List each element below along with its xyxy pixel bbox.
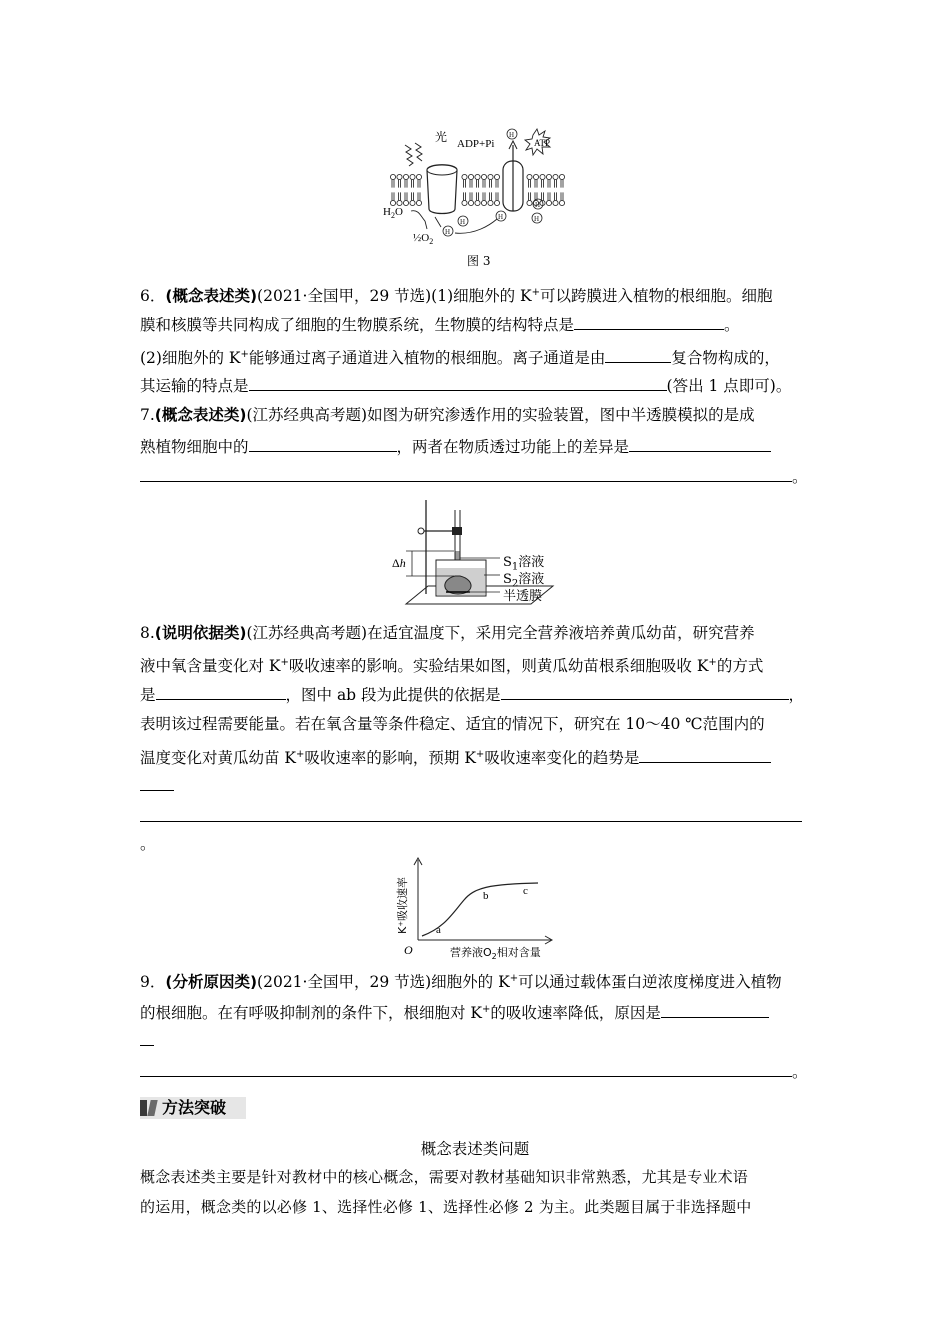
answer-blank[interactable] — [249, 375, 667, 391]
lipid-tail — [405, 180, 407, 188]
method-subtitle: 概念表述类问题 — [420, 1140, 530, 1158]
s1-letter: S — [503, 555, 512, 570]
point-a-label: a — [436, 924, 441, 936]
q8-text: ，图中 ab 段为此提供的依据是 — [285, 686, 501, 704]
lipid-head — [468, 174, 473, 179]
q6-type: (概念表述类) — [165, 287, 258, 306]
lipid-tail — [392, 180, 394, 188]
superscript: + — [482, 1004, 491, 1015]
subscript: 2 — [511, 578, 519, 590]
lipid-tail — [555, 180, 557, 188]
answer-blank[interactable] — [140, 775, 174, 791]
q6-line-1 — [140, 283, 773, 306]
proton-label: H — [534, 215, 540, 223]
proton-label: H — [509, 131, 515, 139]
lipid-head — [553, 200, 558, 205]
lipid-head — [527, 200, 532, 205]
lipid-tail — [399, 192, 401, 200]
q7-number: 7. — [140, 406, 155, 424]
lipid-tail — [477, 192, 479, 200]
q9-text: 。 — [792, 1063, 808, 1081]
method-paragraph-line-2: 的运用，概念类的以必修 1、选择性必修 1、选择性必修 2 为主。此类题目属于非选择题中 — [140, 1198, 752, 1216]
q6-line-2 — [140, 314, 740, 335]
lipid-head — [403, 200, 408, 205]
lipid-tail — [412, 192, 414, 200]
q8-text: 液中氧含量变化对 K — [140, 657, 281, 676]
q6-line-4 — [140, 375, 791, 396]
lipid-head — [462, 174, 467, 179]
lipid-tail — [529, 192, 531, 200]
k-absorption-chart — [392, 856, 562, 964]
lipid-tail — [548, 192, 550, 200]
superscript: + — [280, 657, 289, 668]
q9-text: 的根细胞。在有呼吸抑制剂的条件下，根细胞对 K — [140, 1004, 483, 1023]
lipid-head — [462, 200, 467, 205]
answer-blank[interactable] — [140, 1030, 154, 1046]
superscript: + — [296, 749, 305, 760]
answer-blank[interactable] — [639, 747, 771, 763]
s2-text: 溶液 — [518, 572, 545, 587]
method-paragraph-line-1: 概念表述类主要是针对教材中的核心概念，需要对教材基础知识非常熟悉，尤其是专业术语 — [140, 1168, 749, 1186]
lipid-head — [475, 174, 480, 179]
lipid-head — [481, 174, 486, 179]
answer-blank[interactable] — [156, 684, 286, 700]
lipid-head — [559, 174, 564, 179]
q8-line-6 — [140, 775, 174, 796]
lipid-tail — [496, 192, 498, 200]
q8-text: 是 — [140, 686, 156, 704]
lipid-head — [390, 200, 395, 205]
lipid-head — [553, 174, 558, 179]
q6-number: 6． — [140, 287, 166, 306]
q8-line-7 — [140, 806, 802, 827]
light-label: 光 — [435, 130, 448, 144]
lipid-tail — [464, 180, 466, 188]
lipid-tail — [464, 192, 466, 200]
lipid-head — [527, 174, 532, 179]
lipid-head — [559, 200, 564, 205]
q9-text: (2021·全国甲，29 节选)细胞外的 K — [257, 973, 510, 992]
subscript: 1 — [511, 561, 519, 573]
lipid-tail — [477, 180, 479, 188]
q6-text: 其运输的特点是 — [140, 377, 249, 395]
answer-blank[interactable] — [501, 684, 789, 700]
lipid-tail — [470, 192, 472, 200]
lipid-tail — [405, 192, 407, 200]
lipid-tail — [561, 180, 563, 188]
oxygen-label: $\frac{1}{2}O_2$ — [413, 232, 434, 246]
superscript: + — [240, 349, 249, 360]
lipid-tail — [483, 192, 485, 200]
q8-text: (江苏经典高考题)在适宜温度下，采用完全营养液培养黄瓜幼苗，研究营养 — [246, 624, 755, 642]
lipid-head — [481, 200, 486, 205]
lipid-tail — [548, 180, 550, 188]
proton-label: H — [498, 213, 504, 221]
lipid-head — [546, 200, 551, 205]
answer-blank[interactable] — [249, 436, 397, 452]
q8-line-1 — [140, 623, 755, 643]
lipid-tail — [555, 192, 557, 200]
q6-text: 膜和核膜等共同构成了细胞的生物膜系统，生物膜的结构特点是 — [140, 316, 575, 334]
lipid-tail — [392, 192, 394, 200]
q6-line-3 — [140, 345, 780, 368]
q8-type: (说明依据类) — [154, 624, 247, 642]
q8-text: 吸收速率变化的趋势是 — [484, 749, 640, 768]
funnel-bulb — [445, 576, 471, 594]
lipid-tail — [529, 180, 531, 188]
lipid-tail — [535, 180, 537, 188]
lipid-tail — [418, 180, 420, 188]
origin-label: O — [404, 943, 413, 957]
superscript: + — [531, 287, 541, 298]
lipid-tail — [483, 180, 485, 188]
q8-text: ， — [788, 686, 805, 704]
water-label: $H_2O$ — [383, 206, 403, 220]
q6-text: 。 — [724, 316, 740, 334]
s2-letter: S — [503, 572, 512, 587]
q6-text: 复合物构成的， — [671, 349, 780, 368]
q9-number: 9． — [140, 973, 166, 992]
q7-line-2 — [140, 436, 771, 457]
lipid-head — [410, 174, 415, 179]
header-bar-icon — [147, 1100, 157, 1116]
q9-line-2 — [140, 1000, 769, 1023]
lipid-head — [397, 200, 402, 205]
lipid-head — [410, 200, 415, 205]
lipid-head — [533, 174, 538, 179]
lipid-head — [488, 200, 493, 205]
method-section-header — [140, 1097, 246, 1119]
lipid-head — [540, 174, 545, 179]
q8-line-5 — [140, 745, 771, 768]
q7-text: ，两者在物质透过功能上的差异是 — [396, 438, 630, 456]
q9-text: 的吸收速率降低，原因是 — [490, 1004, 661, 1023]
q7-line-3 — [140, 466, 808, 487]
lipid-head — [546, 174, 551, 179]
superscript: + — [708, 657, 717, 668]
q6-text: 能够通过离子通道进入植物的根细胞。离子通道是由 — [248, 349, 606, 368]
lipid-tail — [542, 180, 544, 188]
figure-3-membrane-diagram — [375, 125, 575, 268]
answer-blank[interactable] — [574, 314, 724, 330]
light-arrow-icon — [405, 143, 422, 166]
q7-text: 熟植物细胞中的 — [140, 438, 249, 456]
superscript: + — [509, 973, 519, 984]
q8-line-8 — [140, 834, 156, 854]
lipid-head — [494, 200, 499, 205]
chart-xlabel: 营养液$O_2$相对含量 — [450, 946, 541, 961]
s1-text: 溶液 — [518, 555, 545, 570]
lipid-head — [488, 174, 493, 179]
q9-type: (分析原因类) — [165, 973, 258, 992]
answer-blank[interactable] — [140, 806, 802, 822]
proton-label: H — [460, 218, 466, 226]
q7-text: (江苏经典高考题)如图为研究渗透作用的实验装置，图中半透膜模拟的是成 — [246, 406, 755, 424]
q8-text: 的方式 — [716, 657, 764, 676]
q6-text: (2021·全国甲，29 节选)(1)细胞外的 K — [257, 287, 532, 306]
lipid-head — [397, 174, 402, 179]
lipid-head — [403, 174, 408, 179]
q6-text: (2)细胞外的 K — [140, 349, 241, 368]
answer-blank[interactable] — [605, 347, 671, 363]
q8-text: 表明该过程需要能量。若在氧含量等条件稳定、适宜的情况下，研究在 10～40 ℃范围内的 — [140, 715, 765, 733]
lipid-head — [416, 200, 421, 205]
adp-label: ADP+Pi — [457, 138, 495, 150]
superscript: + — [475, 749, 485, 760]
q8-line-2 — [140, 653, 763, 676]
q7-line-1 — [140, 405, 755, 425]
method-header-title: 方法突破 — [162, 1098, 227, 1117]
q6-text: 可以跨膜进入植物的根细胞。细胞 — [540, 287, 773, 306]
lipid-tail — [490, 192, 492, 200]
answer-blank[interactable] — [629, 436, 771, 452]
q9-line-4 — [140, 1061, 808, 1082]
lipid-head — [468, 200, 473, 205]
q9-text: 可以通过载体蛋白逆浓度梯度进入植物 — [518, 973, 782, 992]
q8-text: 。 — [140, 835, 156, 853]
lipid-head — [390, 174, 395, 179]
lipid-tail — [561, 192, 563, 200]
lipid-tail — [399, 180, 401, 188]
answer-blank[interactable] — [140, 1061, 792, 1077]
figure-3-caption: 图 3 — [467, 254, 491, 268]
q6-text: (答出 1 点即可)。 — [666, 377, 792, 395]
lipid-tail — [412, 180, 414, 188]
q7-type: (概念表述类) — [154, 406, 247, 424]
membrane-label: 半透膜 — [503, 589, 543, 604]
point-b-label: b — [483, 890, 489, 902]
lipid-head — [475, 200, 480, 205]
lipid-tail — [490, 180, 492, 188]
q8-text: 吸收速率的影响。实验结果如图，则黄瓜幼苗根系细胞吸收 K — [288, 657, 709, 676]
answer-blank[interactable] — [661, 1002, 769, 1018]
q8-number: 8. — [140, 624, 155, 642]
lipid-tail — [496, 180, 498, 188]
q8-line-3 — [140, 684, 804, 705]
chart-ylabel: K⁺吸收速率 — [396, 876, 409, 934]
answer-blank[interactable] — [140, 466, 792, 482]
point-c-label: c — [523, 885, 528, 897]
q7-text: 。 — [792, 468, 808, 486]
lipid-tail — [418, 192, 420, 200]
q8-text: 吸收速率的影响，预期 K — [304, 749, 476, 768]
delta-h-label: Δh — [392, 556, 406, 570]
atp-label: ATP — [534, 138, 551, 148]
lipid-head — [494, 174, 499, 179]
lipid-tail — [542, 192, 544, 200]
q8-line-4 — [140, 714, 765, 734]
proton-label: H — [535, 201, 541, 209]
lipid-tail — [470, 180, 472, 188]
proton-label: H — [445, 228, 451, 236]
lipid-head — [416, 174, 421, 179]
q8-text: 温度变化对黄瓜幼苗 K — [140, 749, 297, 768]
q9-line-3 — [140, 1030, 154, 1051]
header-bar-icon — [140, 1100, 147, 1116]
q9-line-1 — [140, 969, 782, 992]
